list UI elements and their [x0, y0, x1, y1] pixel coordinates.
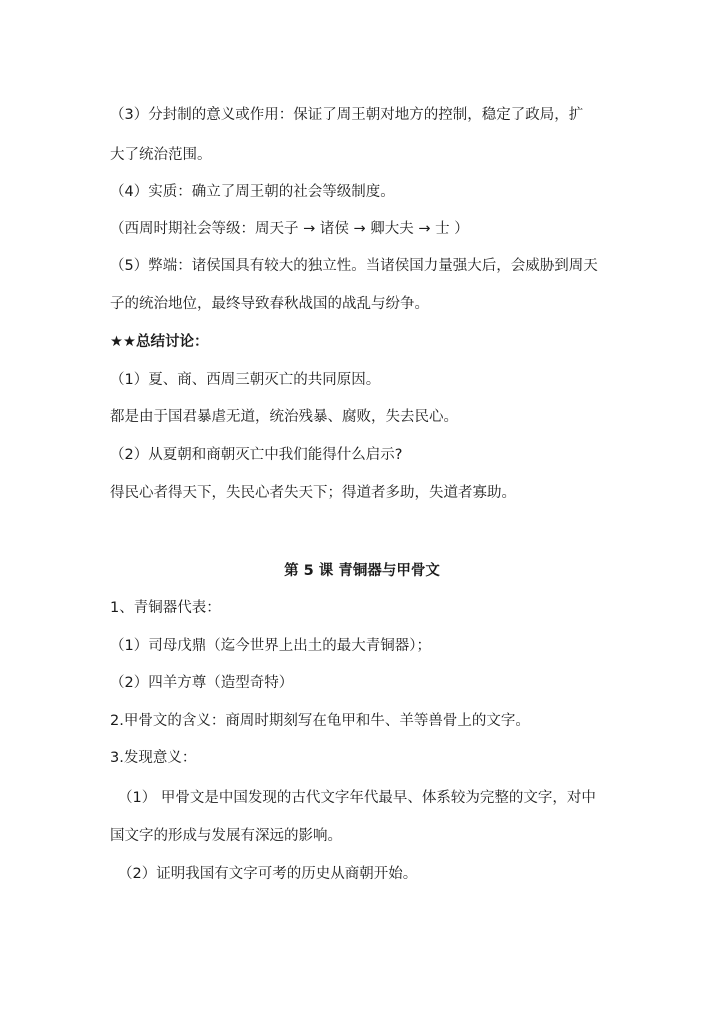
bronze-item-2: （2）四羊方尊（造型奇特）: [110, 675, 294, 691]
lesson-title: 第 5 课 青铜器与甲骨文: [284, 563, 440, 579]
significance-item-1-line-2: 国文字的形成与发展有深远的影响。: [110, 828, 342, 844]
bronze-heading: 1、青铜器代表：: [110, 600, 221, 616]
discussion-heading: ★★总结讨论：: [110, 334, 209, 350]
discussion-question-1: （1）夏、商、西周三朝灭亡的共同原因。: [110, 372, 381, 388]
significance-heading: 3.发现意义：: [110, 750, 197, 766]
significance-line-1: （3）分封制的意义或作用：保证了周王朝对地方的控制，稳定了政局，扩: [110, 107, 584, 123]
essence-line: （4）实质：确立了周王朝的社会等级制度。: [110, 184, 395, 200]
discussion-question-2: （2）从夏朝和商朝灭亡中我们能得什么启示?: [110, 447, 403, 463]
drawback-line-1: （5）弊端：诸侯国具有较大的独立性。当诸侯国力量强大后，会威胁到周天: [110, 258, 598, 274]
bronze-item-1: （1）司母戊鼎（迄今世界上出土的最大青铜器）；: [110, 638, 431, 654]
significance-line-2: 大了统治范围。: [110, 147, 212, 163]
significance-item-2: （2）证明我国有文字可考的历史从商朝开始。: [118, 866, 418, 882]
drawback-line-2: 子的统治地位，最终导致春秋战国的战乱与纷争。: [110, 296, 429, 312]
hierarchy-line: （西周时期社会等级：周天子 → 诸侯 → 卿大夫 → 士 ）: [110, 221, 469, 237]
discussion-answer-1: 都是由于国君暴虐无道，统治残暴、腐败，失去民心。: [110, 409, 458, 425]
discussion-answer-2: 得民心者得天下，失民心者失天下；得道者多助，失道者寡助。: [110, 485, 516, 501]
oracle-definition: 2.甲骨文的含义：商周时期刻写在龟甲和牛、羊等兽骨上的文字。: [110, 713, 530, 729]
significance-item-1-line-1: （1） 甲骨文是中国发现的古代文字年代最早、体系较为完整的文字，对中: [118, 790, 596, 806]
